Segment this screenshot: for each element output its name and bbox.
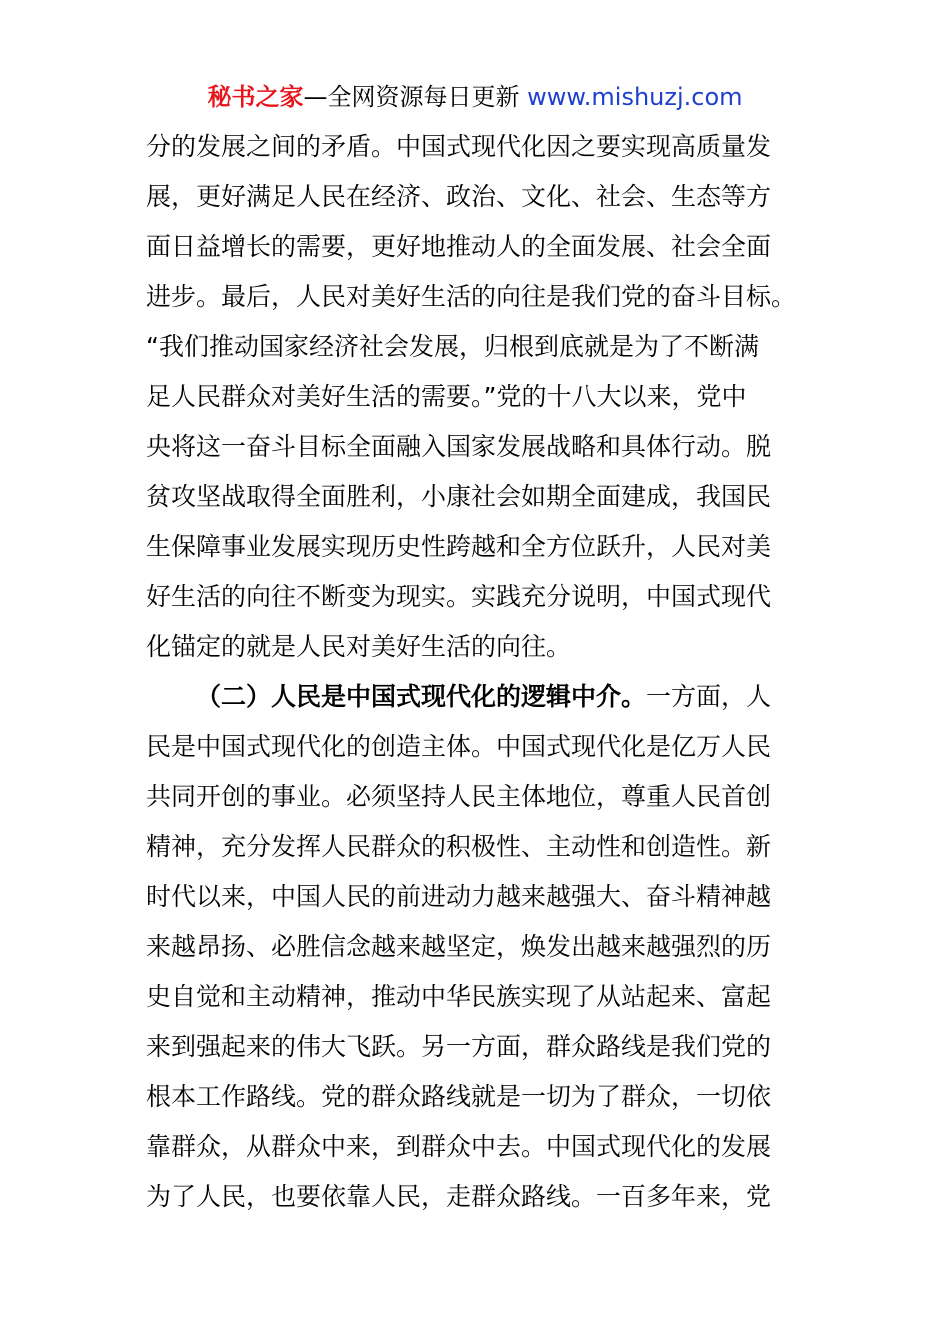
header-tagline: —全网资源每日更新 (303, 83, 528, 111)
section-heading: （二）人民是中国式现代化的逻辑中介。 (196, 682, 647, 711)
document-body (146, 122, 806, 1222)
section-first-line-text: 一方面，人 (646, 682, 772, 711)
site-url-link[interactable]: www.mishuzj.com (527, 83, 743, 111)
site-header (0, 80, 950, 114)
text-line: 史自觉和主动精神，推动中华民族实现了从站起来、富起 (146, 982, 772, 1011)
text-line: 民是中国式现代化的创造主体。中国式现代化是亿万人民 (146, 732, 772, 761)
text-line: 为了人民，也要依靠人民，走群众路线。一百多年来，党 (146, 1182, 772, 1211)
text-line: 面日益增长的需要，更好地推动人的全面发展、社会全面 (146, 232, 772, 261)
text-line: 贫攻坚战取得全面胜利，小康社会如期全面建成，我国民 (146, 482, 772, 511)
brand-name: 秘书之家 (207, 83, 304, 111)
text-line: “我们推动国家经济社会发展，归根到底就是为了不断满 (146, 332, 759, 361)
text-line: 时代以来，中国人民的前进动力越来越强大、奋斗精神越 (146, 882, 772, 911)
text-line: 足人民群众对美好生活的需要。”党的十八大以来，党中 (146, 382, 747, 411)
text-line: 来到强起来的伟大飞跃。另一方面，群众路线是我们党的 (146, 1032, 772, 1061)
text-line: 好生活的向往不断变为现实。实践充分说明，中国式现代 (146, 582, 772, 611)
text-line: 共同开创的事业。必须坚持人民主体地位，尊重人民首创 (146, 782, 772, 811)
text-line: 精神，充分发挥人民群众的积极性、主动性和创造性。新 (146, 832, 772, 861)
section-heading-line (146, 672, 806, 722)
text-line: 展，更好满足人民在经济、政治、文化、社会、生态等方 (146, 182, 772, 211)
text-line: 生保障事业发展实现历史性跨越和全方位跃升，人民对美 (146, 532, 772, 561)
text-line: 分的发展之间的矛盾。中国式现代化因之要实现高质量发 (146, 132, 772, 161)
text-line: 根本工作路线。党的群众路线就是一切为了群众，一切依 (146, 1082, 772, 1111)
text-line: 靠群众，从群众中来，到群众中去。中国式现代化的发展 (146, 1132, 772, 1161)
text-line: 央将这一奋斗目标全面融入国家发展战略和具体行动。脱 (146, 432, 772, 461)
text-line: 进步。最后，人民对美好生活的向往是我们党的奋斗目标。 (146, 282, 797, 311)
text-line: 化锚定的就是人民对美好生活的向往。 (146, 632, 572, 661)
text-line: 来越昂扬、必胜信念越来越坚定，焕发出越来越强烈的历 (146, 932, 772, 961)
